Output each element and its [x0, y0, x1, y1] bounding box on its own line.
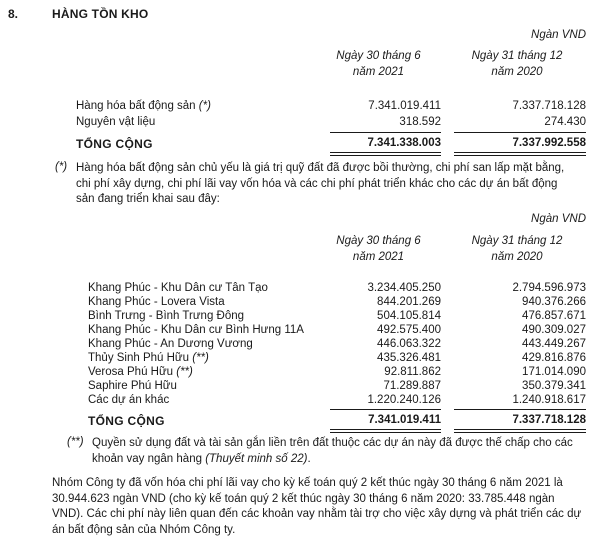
note-marker — [67, 436, 84, 448]
note-marker-text: (**) — [67, 436, 84, 448]
table-cell-value: 1.240.918.617 — [512, 394, 586, 406]
table-cell-value: 3.234.405.250 — [367, 282, 441, 294]
column-header-2021 — [316, 48, 441, 80]
column-header-line: năm 2021 — [352, 251, 405, 263]
table-cell-value: 1.220.240.126 — [367, 394, 441, 406]
row-label-text: Thủy Sinh Phú Hữu — [88, 352, 193, 364]
total-double-rule — [330, 429, 441, 433]
unit-label: Ngàn VND — [531, 29, 586, 41]
table-cell-value: 171.014.090 — [522, 366, 586, 378]
total-value: 7.341.338.003 — [367, 137, 441, 149]
table-cell-value: 476.857.671 — [522, 310, 586, 322]
column-header-line: Ngày 31 tháng 12 — [471, 235, 563, 247]
table-row-label — [88, 352, 209, 364]
column-header-line: năm 2020 — [491, 66, 543, 78]
table-cell-value: 435.326.481 — [377, 352, 441, 364]
total-label: TỔNG CỘNG — [88, 414, 165, 428]
total-label: TỔNG CỘNG — [76, 137, 153, 151]
column-header-line: Ngày 30 tháng 6 — [336, 50, 421, 62]
table-row-label — [76, 100, 211, 112]
row-label-text: Khang Phúc - Lovera Vista — [88, 296, 225, 308]
section-title: HÀNG TỒN KHO — [52, 7, 149, 21]
column-header-line: Ngày 30 tháng 6 — [336, 235, 421, 247]
table-cell-value: 504.105.814 — [377, 310, 441, 322]
total-value: 7.337.718.128 — [512, 414, 586, 426]
row-note-mark: (**) — [176, 366, 193, 378]
column-header-line: Ngày 31 tháng 12 — [471, 50, 563, 62]
table-cell-value: 2.794.596.973 — [512, 282, 586, 294]
note-reference: (Thuyết minh số 22) — [205, 452, 308, 465]
unit-label: Ngàn VND — [531, 213, 586, 225]
table-cell-value: 92.811.862 — [384, 366, 441, 378]
row-label-text: Saphire Phú Hữu — [88, 380, 177, 392]
table-cell-value: 492.575.400 — [377, 324, 441, 336]
table-row-label — [88, 338, 253, 350]
total-value: 7.341.019.411 — [368, 414, 441, 426]
table-cell-value: 350.379.341 — [522, 380, 586, 392]
table-row-label — [88, 282, 268, 294]
table-cell-value: 71.289.887 — [383, 380, 441, 392]
row-label-text: Nguyên vật liệu — [76, 116, 156, 128]
table-cell-value: 318.592 — [399, 116, 441, 128]
subtotal-rule — [330, 132, 441, 133]
column-header-2021 — [316, 233, 441, 265]
table-row-label — [88, 380, 177, 392]
total-double-rule — [454, 429, 586, 433]
table-cell-value: 274.430 — [544, 116, 586, 128]
total-double-rule — [454, 152, 586, 156]
row-label-text: Khang Phúc - An Dương Vương — [88, 338, 253, 350]
column-header-line: năm 2020 — [491, 251, 543, 263]
capitalized-interest-paragraph: Nhóm Công ty đã vốn hóa chi phí lãi vay cho kỳ kế toán quý 2 kết thúc ngày 30 tháng 6 năm 2021 là 30.944.623 ngàn VND (cho kỳ kế toán quý 2 kết thúc ngày 30 tháng 6 năm 2020: 33.785.448 ngàn VND). Các chi phí này liên quan đến các khoản vay nhằm tài trợ cho việc xây dựng và phát triển các dự án bất động sản của Nhóm Công ty. — [52, 477, 582, 536]
table-cell-value: 7.337.718.128 — [512, 100, 586, 112]
total-value: 7.337.992.558 — [512, 137, 586, 149]
table-cell-value: 940.376.266 — [522, 296, 586, 308]
row-label-text: Verosa Phú Hữu — [88, 366, 177, 378]
subtotal-rule — [330, 409, 441, 410]
row-note-mark: (*) — [198, 100, 211, 112]
note-text — [92, 436, 578, 467]
subtotal-rule — [454, 409, 586, 410]
table-row-label — [88, 310, 244, 322]
row-label-text: Khang Phúc - Khu Dân cư Bình Hưng 11A — [88, 324, 304, 336]
column-header-line: năm 2021 — [352, 66, 405, 78]
table-cell-value: 446.063.322 — [377, 338, 441, 350]
subtotal-rule — [454, 132, 586, 133]
row-label-text: Hàng hóa bất động sản — [76, 100, 199, 112]
table-cell-value: 7.341.019.411 — [368, 100, 441, 112]
row-label-text: Khang Phúc - Khu Dân cư Tân Tạo — [88, 282, 268, 294]
table-cell-value: 429.816.876 — [522, 352, 586, 364]
table-cell-value: 490.309.027 — [522, 324, 586, 336]
table-cell-value: 443.449.267 — [522, 338, 586, 350]
total-double-rule — [330, 152, 441, 156]
table-row-label — [88, 324, 304, 336]
column-header-2020 — [448, 233, 586, 265]
section-number: 8. — [8, 7, 19, 21]
table-cell-value: 844.201.269 — [377, 296, 441, 308]
table-row-label — [76, 116, 155, 128]
note-marker-text: (*) — [55, 161, 68, 173]
note-text-end: . — [307, 452, 311, 465]
table-row-label — [88, 366, 193, 378]
note-text: Hàng hóa bất động sản chủ yếu là giá trị quỹ đất đã được bồi thường, chi phí san lấp mặt bằng, chi phí xây dựng, chi phí lãi vay vốn hóa và các chi phí phát triển khác cho các dự án bất động sản đang triển khai sau đây: — [76, 162, 565, 205]
column-header-2020 — [448, 48, 586, 80]
row-label-text: Bình Trưng - Bình Trưng Đông — [88, 310, 245, 322]
row-note-mark: (**) — [192, 352, 209, 364]
row-label-text: Các dự án khác — [88, 394, 170, 406]
note-text-main: Quyền sử dụng đất và tài sản gắn liền trên đất thuộc các dự án này đã được thế chấp cho các khoản vay ngân hàng — [92, 437, 573, 465]
note-marker — [55, 161, 67, 173]
table-row-label — [88, 394, 169, 406]
table-row-label — [88, 296, 225, 308]
